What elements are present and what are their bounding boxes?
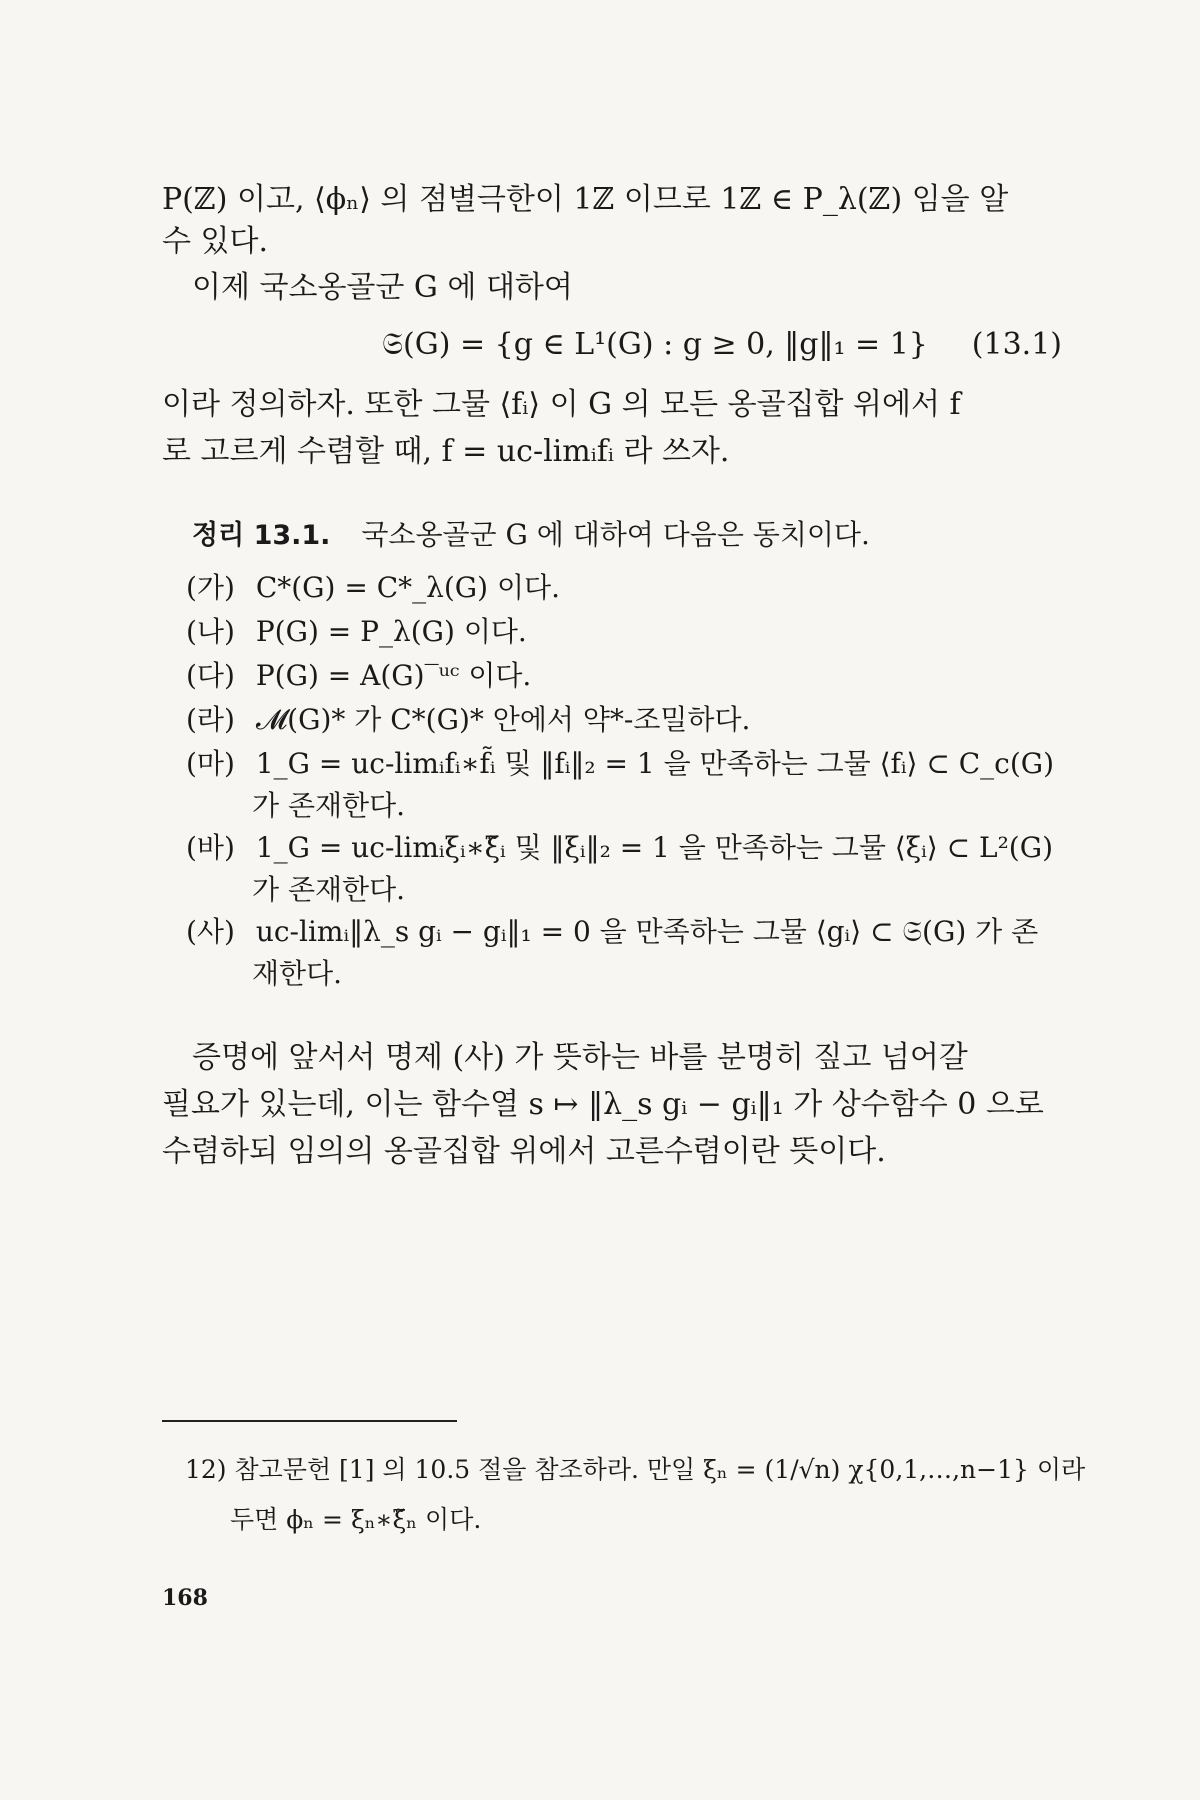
theorem-label: 정리 13.1.	[192, 520, 331, 551]
item-text: 𝓜(G)* 가 C*(G)* 안에서 약*-조밀하다.	[255, 703, 751, 736]
equation-body: 𝔖(G) = {g ∈ L¹(G) : g ≥ 0, ‖g‖₁ = 1}	[382, 327, 928, 362]
item-continuation: 재한다.	[252, 957, 343, 990]
text-line: 증명에 앞서서 명제 (사) 가 뜻하는 바를 분명히 짚고 넘어갈	[192, 1040, 968, 1075]
item-text: 1_G = uc-limᵢξᵢ∗ξ̃ᵢ 및 ‖ξᵢ‖₂ = 1 을 만족하는 그물 ⟨ξᵢ⟩ ⊂ L²(G)	[255, 831, 1054, 864]
item-text: P(G) = P_λ(G) 이다.	[255, 615, 527, 648]
item-label: (마)	[186, 747, 235, 780]
item-text: C*(G) = C*_λ(G) 이다.	[255, 571, 560, 604]
text-line: 필요가 있는데, 이는 함수열 s ↦ ‖λ_s gᵢ − gᵢ‖₁ 가 상수함수 0 으로	[162, 1087, 1044, 1122]
theorem-item	[186, 568, 1086, 608]
item-text: P(G) = A(G)‾ᵘᶜ 이다.	[255, 659, 532, 692]
item-continuation: 가 존재한다.	[252, 873, 406, 906]
item-label: (바)	[186, 831, 235, 864]
theorem-statement: 국소옹골군 G 에 대하여 다음은 동치이다.	[361, 518, 870, 551]
text-line: 이제 국소옹골군 G 에 대하여	[192, 270, 573, 305]
theorem-item	[186, 612, 1086, 652]
item-continuation: 가 존재한다.	[252, 789, 406, 822]
theorem-item	[186, 700, 1086, 740]
theorem-item	[186, 656, 1086, 696]
item-label: (나)	[186, 615, 235, 648]
footnote-line: 두면 ϕₙ = ξₙ∗ξ̃ₙ 이다.	[230, 1505, 482, 1534]
item-label: (사)	[186, 915, 235, 948]
item-label: (다)	[186, 659, 235, 692]
footnote-line: 12) 참고문헌 [1] 의 10.5 절을 참조하라. 만일 ξₙ = (1/√n) χ{0,1,…,n−1} 이라	[185, 1455, 1086, 1484]
text-line: 수 있다.	[162, 224, 269, 259]
text-line: P(ℤ) 이고, ⟨ϕₙ⟩ 의 점별극한이 1ℤ 이므로 1ℤ ∈ P_λ(ℤ) 임을 알	[162, 182, 1009, 217]
item-text: 1_G = uc-limᵢfᵢ∗f̃ᵢ 및 ‖fᵢ‖₂ = 1 을 만족하는 그물 ⟨fᵢ⟩ ⊂ C_c(G)	[255, 747, 1055, 780]
item-text: uc-limᵢ‖λ_s gᵢ − gᵢ‖₁ = 0 을 만족하는 그물 ⟨gᵢ⟩ ⊂ 𝔖(G) 가 존	[255, 915, 1039, 948]
text-line: 로 고르게 수렴할 때, f = uc-limᵢfᵢ 라 쓰자.	[162, 434, 730, 469]
text-line: 수렴하되 임의의 옹골집합 위에서 고른수렴이란 뜻이다.	[162, 1134, 886, 1169]
theorem-item	[186, 912, 1086, 952]
page-number: 168	[162, 1585, 208, 1611]
text-line: 이라 정의하자. 또한 그물 ⟨fᵢ⟩ 이 G 의 모든 옹골집합 위에서 f	[162, 387, 961, 422]
item-label: (가)	[186, 571, 235, 604]
item-label: (라)	[186, 703, 235, 736]
theorem-item	[186, 744, 1086, 784]
theorem-heading	[192, 515, 1092, 556]
footnote-rule	[162, 1420, 457, 1422]
equation-number: (13.1)	[971, 327, 1062, 362]
theorem-item	[186, 828, 1086, 868]
